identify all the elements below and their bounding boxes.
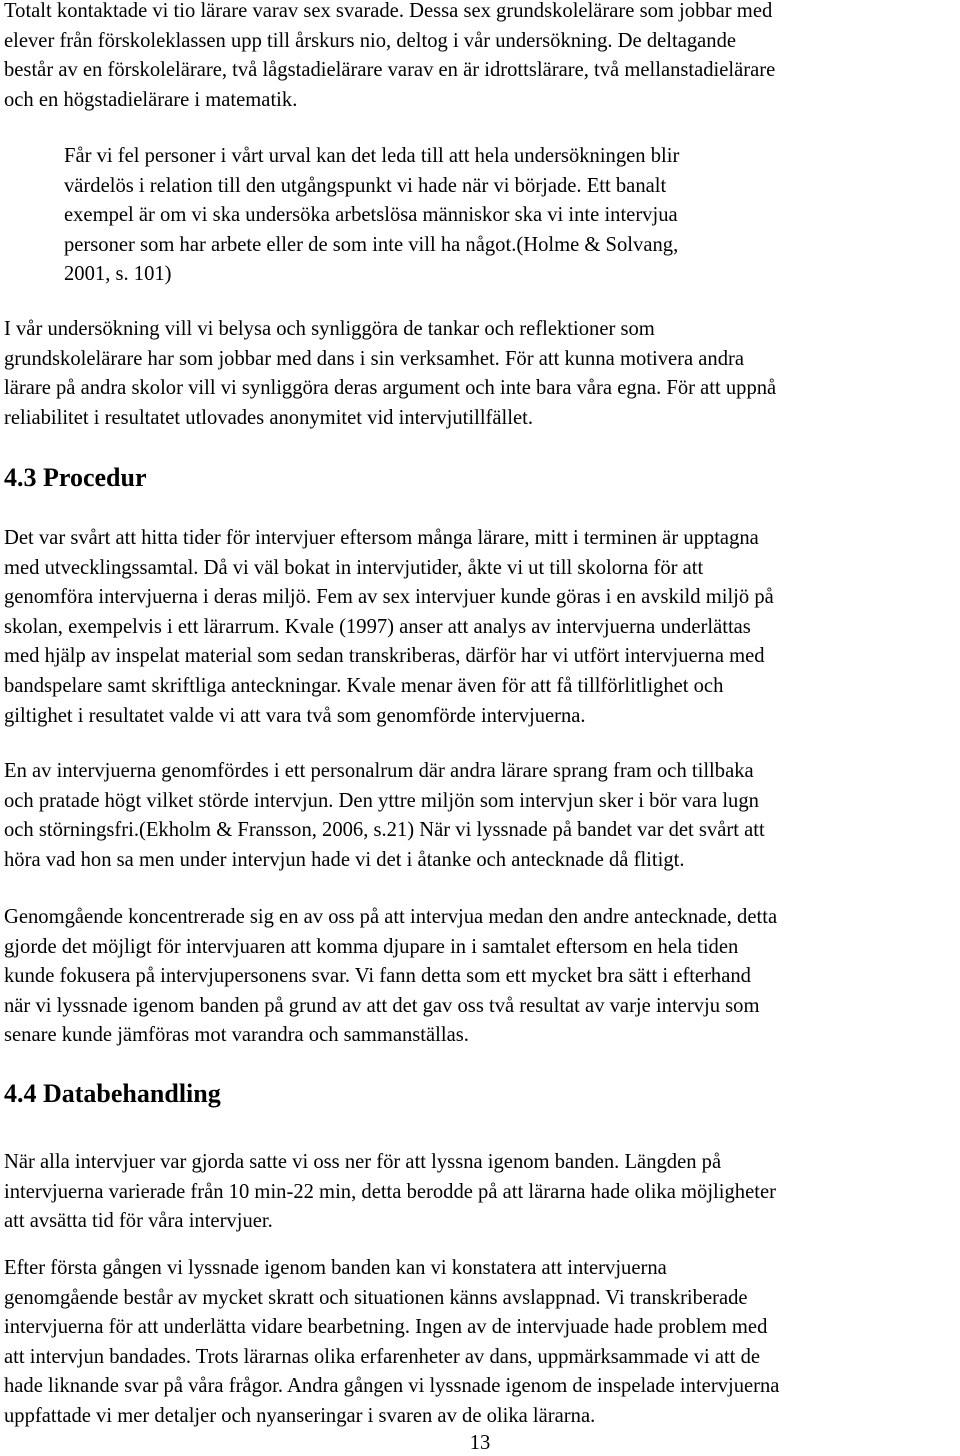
text-line: Totalt kontaktade vi tio lärare varav sex svarade. Dessa sex grundskolelärare som jobbar med: [4, 0, 773, 22]
text-line: En av intervjuerna genomfördes i ett personalrum där andra lärare sprang fram och tillbaka: [4, 760, 754, 782]
text-line: reliabilitet i resultatet utlovades anonymitet vid intervjutillfället.: [4, 406, 534, 429]
text-line: I vår undersökning vill vi belysa och synliggöra de tankar och reflektioner som: [4, 318, 655, 340]
text-line: med utvecklingssamtal. Då vi väl bokat in intervjutider, åkte vi ut till skolorna för att: [4, 556, 704, 579]
text-line: består av en förskolelärare, två lågstadielärare varav en är idrottslärare, två mellanstadielärare: [4, 59, 776, 82]
text-line: Genomgående koncentrerade sig en av oss på att intervjua medan den andre antecknade, detta: [4, 906, 778, 928]
quote-line: 2001, s. 101): [64, 263, 172, 286]
text-line: senare kunde jämföras mot varandra och sammanställas.: [4, 1024, 469, 1047]
quote-line: Får vi fel personer i vårt urval kan det leda till att hela undersökningen blir: [64, 145, 680, 167]
text-line: skolan, exempelvis i ett lärarrum. Kvale (1997) anser att analys av intervjuerna underlättas: [4, 615, 751, 638]
text-line: bandspelare samt skriftliga anteckningar. Kvale menar även för att få tillförlitlighet och: [4, 674, 724, 697]
quote-line: värdelös i relation till den utgångspunkt vi hade när vi började. Ett banalt: [64, 174, 667, 197]
section-heading-procedur: 4.3 Procedur: [4, 463, 147, 492]
text-line: och en högstadielärare i matematik.: [4, 88, 298, 111]
quote-line: personer som har arbete eller de som inte vill ha något.(Holme & Solvang,: [64, 233, 679, 256]
section-heading-databehandling: 4.4 Databehandling: [4, 1079, 221, 1108]
paragraph-transcription: [4, 1254, 959, 1432]
text-line: Efter första gången vi lyssnade igenom banden kan vi konstatera att intervjuerna: [4, 1257, 667, 1279]
text-line: grundskolelärare har som jobbar med dans i sin verksamhet. För att kunna motivera andra: [4, 347, 745, 370]
page-number: 13: [469, 1432, 491, 1454]
paragraph-data-handling: [4, 1148, 959, 1237]
block-quote: [64, 142, 864, 290]
text-line: intervjuerna varierade från 10 min-22 min, detta berodde på att lärarna hade olika möjligheter: [4, 1180, 776, 1203]
text-line: hade liknande svar på våra frågor. Andra gången vi lyssnade igenom de inspelade intervjuerna: [4, 1375, 780, 1398]
paragraph-participants: [4, 0, 959, 115]
text-line: elever från förskoleklassen upp till årskurs nio, deltog i vår undersökning. De deltagande: [4, 29, 737, 52]
text-line: kunde fokusera på intervjupersonens svar. Vi fann detta som ett mycket bra sätt i efterhand: [4, 965, 751, 988]
text-line: uppfattade vi mer detaljer och nyanseringar i svaren av de olika lärarna.: [4, 1404, 596, 1427]
text-line: När alla intervjuer var gjorda satte vi oss ner för att lyssna igenom banden. Längden på: [4, 1151, 722, 1173]
text-line: att avsätta tid för våra intervjuer.: [4, 1210, 273, 1233]
text-line: höra vad hon sa men under intervjun hade vi det i åtanke och antecknade då flitigt.: [4, 848, 685, 871]
text-line: och pratade högt vilket störde intervjun. Den yttre miljön som intervjun sker i bör vara lugn: [4, 789, 759, 812]
paragraph-purpose: [4, 315, 959, 433]
text-line: lärare på andra skolor vill vi synliggöra deras argument och inte bara våra egna. För att uppnå: [4, 377, 777, 400]
text-line: intervjuerna för att underlätta vidare bearbetning. Ingen av de intervjuade hade problem med: [4, 1316, 768, 1339]
text-line: att intervjun bandades. Trots lärarnas olika erfarenheter av dans, uppmärksammade vi att de: [4, 1345, 761, 1368]
paragraph-environment: [4, 757, 959, 875]
text-line: genomgående består av mycket skratt och situationen känns avslappnad. Vi transkriberade: [4, 1286, 748, 1309]
text-line: Det var svårt att hitta tider för intervjuer eftersom många lärare, mitt i terminen är upptagna: [4, 527, 759, 549]
text-line: och störningsfri.(Ekholm & Fransson, 2006, s.21) När vi lyssnade på bandet var det svårt att: [4, 819, 765, 842]
text-line: giltighet i resultatet valde vi att vara två som genomförde intervjuerna.: [4, 704, 586, 727]
text-line: genomföra intervjuerna i deras miljö. Fem av sex intervjuer kunde göras i en avskild miljö på: [4, 586, 774, 609]
paragraph-method: [4, 903, 959, 1051]
quote-line: exempel är om vi ska undersöka arbetslösa människor ska vi inte intervjua: [64, 204, 678, 227]
text-line: gjorde det möjligt för intervjuaren att komma djupare in i samtalet eftersom en hela tiden: [4, 935, 739, 958]
text-line: när vi lyssnade igenom banden på grund av att det gav oss två resultat av varje intervju som: [4, 994, 760, 1017]
paragraph-procedure: [4, 524, 959, 731]
text-line: med hjälp av inspelat material som sedan transkriberas, därför har vi utfört intervjuerna med: [4, 645, 765, 668]
